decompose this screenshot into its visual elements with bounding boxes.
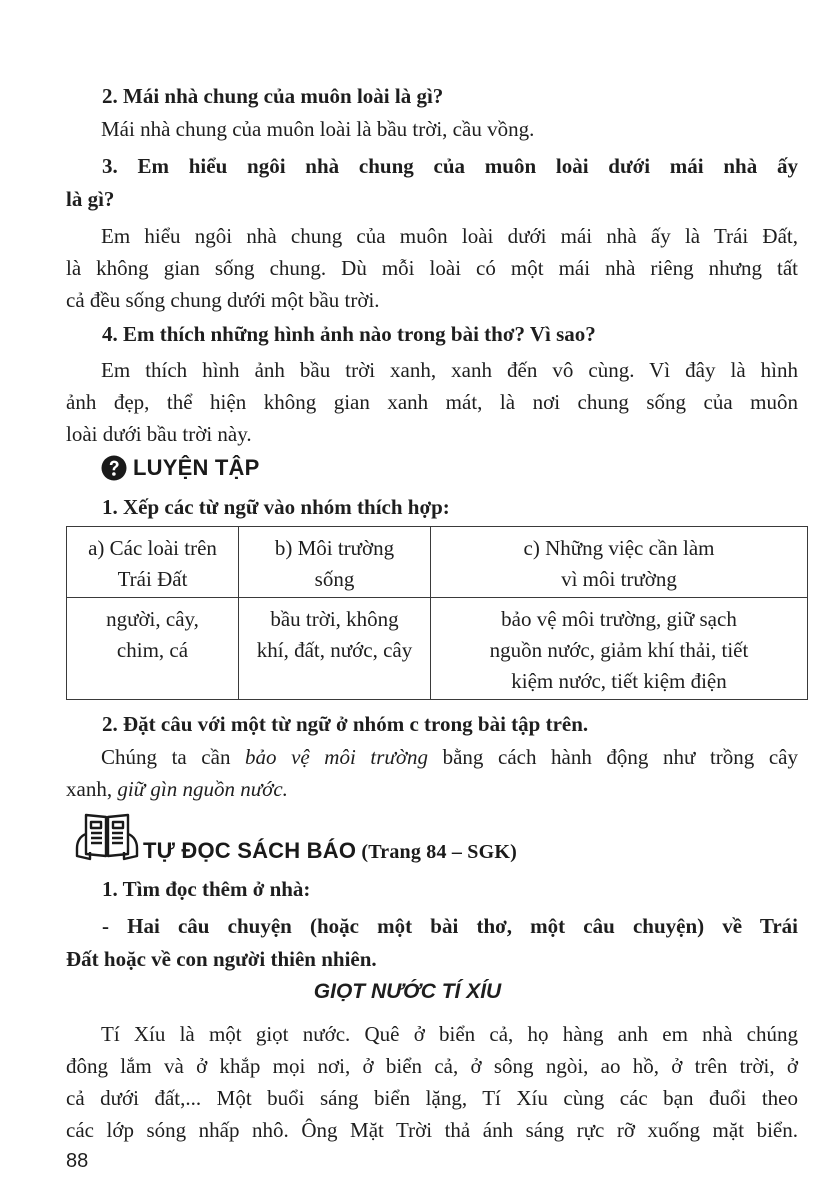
question-2-title: 2. Mái nhà chung của muôn loài là gì? — [102, 84, 444, 108]
reading-item-1-detail-line: Đất hoặc về con người thiên nhiên. — [66, 947, 377, 971]
reading-heading-text: TỰ ĐỌC SÁCH BÁO — [143, 838, 357, 863]
story-line: các lớp sóng nhấp nhô. Ông Mặt Trời thả ánh sáng rực rỡ xuống mặt biển. — [66, 1118, 798, 1142]
reading-item-1: 1. Tìm đọc thêm ở nhà: — [102, 877, 311, 901]
story-line: cả dưới đất,... Một buổi sáng biển lặng, Tí Xíu cùng các bạn đuổi theo — [66, 1086, 798, 1110]
open-book-icon — [74, 812, 140, 862]
exercise-2-answer-line1 — [66, 741, 798, 773]
answer-italic-phrase: bảo vệ môi trường — [245, 745, 429, 769]
exercise-1-title: 1. Xếp các từ ngữ vào nhóm thích hợp: — [102, 495, 450, 519]
question-4-answer-line: Em thích hình ảnh bầu trời xanh, xanh đến vô cùng. Vì đây là hình — [101, 358, 798, 382]
section-heading-reading — [143, 838, 517, 864]
answer-text: xanh, — [66, 777, 118, 801]
question-3-answer-line: cả đều sống chung dưới một bầu trời. — [66, 288, 380, 312]
reading-item-1-detail-line: - Hai câu chuyện (hoặc một bài thơ, một câu chuyện) về Trái — [102, 914, 798, 938]
table-row — [67, 598, 808, 700]
section-heading-practice: LUYỆN TẬP — [133, 455, 260, 480]
exercise-2-answer-line2 — [66, 773, 798, 805]
reading-heading-subtitle: (Trang 84 – SGK) — [356, 841, 517, 863]
story-line: Tí Xíu là một giọt nước. Quê ở biển cả, họ hàng anh em nhà chúng — [101, 1022, 798, 1046]
table-header-row — [67, 527, 808, 598]
question-3-title-line1: 3. Em hiểu ngôi nhà chung của muôn loài dưới mái nhà ấy — [102, 154, 798, 178]
table-header-cell: a) Các loài trên Trái Đất — [67, 527, 239, 598]
exercise-2-title: 2. Đặt câu với một từ ngữ ở nhóm c trong bài tập trên. — [102, 712, 589, 736]
table-header-cell: c) Những việc cần làm vì môi trường — [431, 527, 808, 598]
question-4-title: 4. Em thích những hình ảnh nào trong bài thơ? Vì sao? — [102, 322, 596, 346]
question-3-answer-line: Em hiểu ngôi nhà chung của muôn loài dưới mái nhà ấy là Trái Đất, — [101, 224, 798, 248]
story-line: đông lắm và ở khắp mọi nơi, ở biển cả, ở sông ngòi, ao hồ, ở trên trời, ở — [66, 1054, 798, 1078]
answer-text: Chúng ta cần — [101, 745, 246, 769]
word-group-table — [66, 526, 808, 700]
answer-italic-phrase: giữ gìn nguồn nước. — [117, 777, 288, 801]
answer-text: bằng cách hành động như trồng cây — [428, 745, 798, 769]
question-3-answer-line: là không gian sống chung. Dù mỗi loài có một mái nhà riêng nhưng tất — [66, 256, 798, 280]
page-number: 88 — [66, 1150, 89, 1172]
question-circle-icon — [101, 455, 127, 481]
question-3-title-line2: là gì? — [66, 187, 115, 211]
table-header-cell: b) Môi trường sống — [239, 527, 431, 598]
table-cell: bầu trời, không khí, đất, nước, cây — [239, 598, 431, 700]
question-4-answer-line: loài dưới bầu trời này. — [66, 422, 252, 446]
table-cell: người, cây, chim, cá — [67, 598, 239, 700]
question-4-answer-line: ảnh đẹp, thể hiện không gian xanh mát, là nơi chung sống của muôn — [66, 390, 798, 414]
story-title: GIỌT NƯỚC TÍ XÍU — [313, 980, 502, 1003]
question-2-answer: Mái nhà chung của muôn loài là bầu trời, cầu vồng. — [101, 117, 535, 141]
table-cell: bảo vệ môi trường, giữ sạch nguồn nước, giảm khí thải, tiết kiệm nước, tiết kiệm điện — [431, 598, 808, 700]
